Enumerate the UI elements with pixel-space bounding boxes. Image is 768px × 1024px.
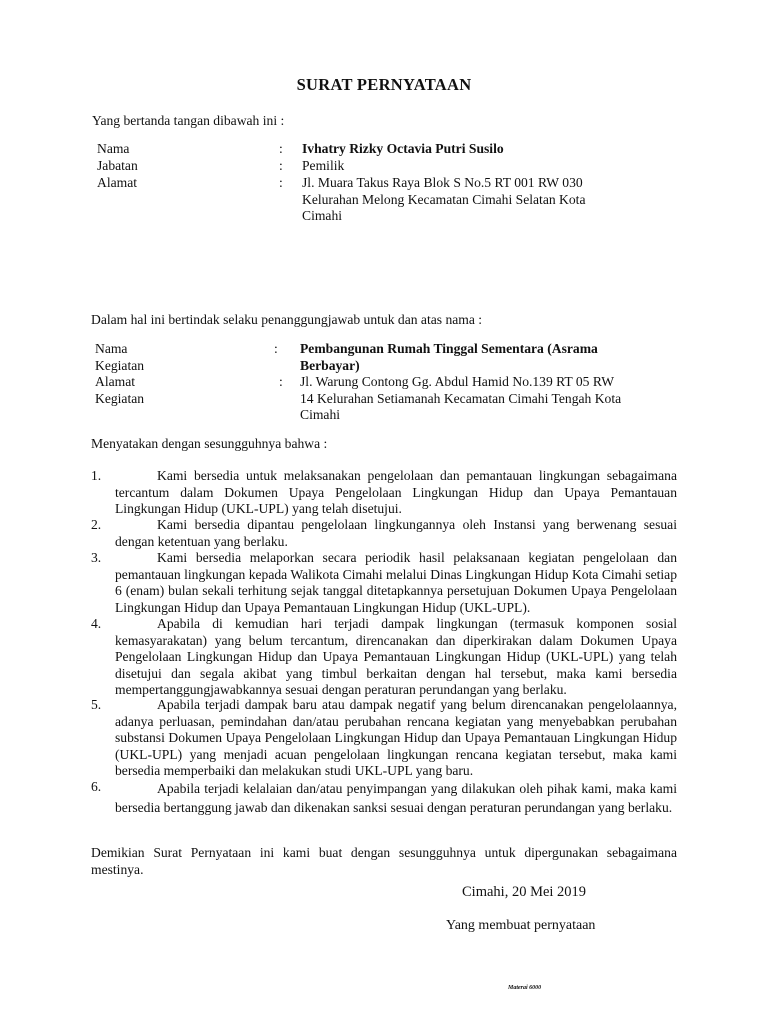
activity-name-line: Berbayar) (300, 357, 360, 373)
colon: : (279, 175, 283, 190)
item-number: 6. (91, 779, 102, 794)
activity-address-value (300, 374, 650, 424)
activity-name-value (300, 341, 640, 374)
signatory-label: Yang membuat pernyataan (446, 918, 596, 933)
item-text: Kami bersedia dipantau pengelolaan lingkungannya oleh Instansi yang berwenang sesuai dengan ketentuan yang berlaku. (115, 517, 677, 549)
item-text: Kami bersedia untuk melaksanakan pengelolaan dan pemantauan lingkungan sebagaimana tercantum dalam Dokumen Upaya Pengelolaan Lingkungan Hidup dan Upaya Pemantauan Lingkungan Hidup (UKL-UPL) yang telah disetujui. (115, 468, 677, 516)
address-line: Cimahi (302, 208, 343, 223)
item-number: 3. (91, 550, 102, 565)
item-number: 4. (91, 616, 102, 631)
colon: : (279, 158, 283, 173)
declaration-intro: Menyatakan dengan sesungguhnya bahwa : (91, 436, 328, 451)
item-text: Kami bersedia melaporkan secara periodik hasil pelaksanaan kegiatan pengelolaan dan pemantauan lingkungan kepada Walikota Cimahi melalui Dinas Lingkungan Hidup Kota Cimahi setiap 6 (enam) bulan sekali terhitung sejak tanggal ditetapkannya persetujuan Dokumen Upaya Pengelolaan Lingkungan Hidup dan Upaya Pemantauan Lingkungan Hidup (UKL-UPL). (115, 550, 677, 615)
colon: : (279, 141, 283, 156)
item-number: 5. (91, 697, 102, 712)
signer-name-label: Nama (97, 141, 130, 156)
address-line: Jl. Muara Takus Raya Blok S No.5 RT 001 RW 030 (302, 175, 583, 190)
closing-statement: Demikian Surat Pernyataan ini kami buat dengan sesungguhnya untuk dipergunakan sebagaimana mestinya. (91, 845, 677, 877)
address-line: Cimahi (300, 407, 341, 422)
signer-address-value (302, 175, 622, 225)
colon: : (279, 374, 283, 389)
activity-name-line: Pembangunan Rumah Tinggal Sementara (Asrama (300, 341, 598, 356)
activity-address-label: Alamat Kegiatan (95, 374, 145, 406)
signer-address-label: Alamat (97, 175, 138, 190)
signer-intro: Yang bertanda tangan dibawah ini : (92, 113, 285, 128)
item-text: Apabila terjadi dampak baru atau dampak negatif yang belum direncanakan pengelolaannya, adanya perluasan, pemindahan dan/atau perubahan rencana kegiatan yang menyebabkan perubahan substansi Dokumen Upaya Pengelolaan Lingkungan Hidup dan Upaya Pemantauan Lingkungan Hidup (UKL-UPL) yang menjadi acuan pengelolaan lingkungan rencana kegiatan tersebut, maka kami bersedia memperbaiki dan melakukan studi UKL-UPL yang baru. (115, 697, 677, 778)
stamp-note: Materai 6000 (508, 985, 542, 991)
item-number: 2. (91, 517, 102, 532)
activity-name-label: Nama Kegiatan (95, 341, 145, 373)
signer-position-label: Jabatan (97, 158, 138, 173)
address-line: Kelurahan Melong Kecamatan Cimahi Selatan Kota (302, 191, 586, 207)
item-text: Apabila di kemudian hari terjadi dampak lingkungan (termasuk komponen sosial kemasyarakatan) yang belum tercantum, direncanakan dan diperkirakan dalam Dokumen Upaya Pengelolaan Lingkungan Hidup dan Upaya Pemantauan Lingkungan Hidup (UKL-UPL) yang telah disetujui dan segala akibat yang timbul berkaitan dengan hal tersebut, maka kami bersedia mempertanggungjawabkannya sesuai dengan peraturan perundangan yang berlaku. (115, 616, 677, 697)
signer-position-value: Pemilik (302, 158, 345, 173)
place-date: Cimahi, 20 Mei 2019 (462, 884, 587, 900)
item-number: 1. (91, 468, 102, 483)
address-line: Jl. Warung Contong Gg. Abdul Hamid No.139 RT 05 RW (300, 374, 615, 389)
address-line: 14 Kelurahan Setiamanah Kecamatan Cimahi Tengah Kota (300, 390, 622, 406)
signer-name-value: Ivhatry Rizky Octavia Putri Susilo (302, 141, 504, 156)
colon: : (274, 341, 278, 356)
item-text: Apabila terjadi kelalaian dan/atau penyimpangan yang dilakukan oleh pihak kami, maka kami bersedia bertanggung jawab dan dikenakan sanksi sesuai dengan peraturan perundangan yang berlaku. (115, 781, 677, 815)
on-behalf-intro: Dalam hal ini bertindak selaku penanggungjawab untuk dan atas nama : (91, 312, 483, 327)
document-title: SURAT PERNYATAAN (296, 75, 472, 94)
